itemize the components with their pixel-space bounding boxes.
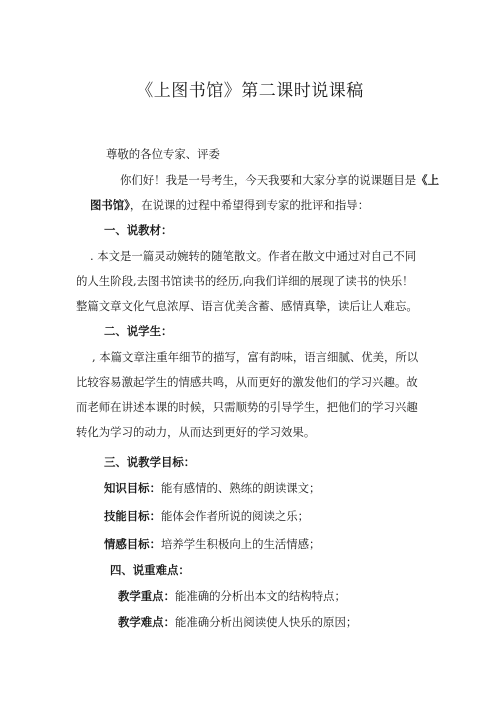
key-point-label: 教学重点： xyxy=(118,589,175,603)
paragraph-line: 而老师在讲述本课的时候，只需顺势的引导学生，把他们的学习兴趣 xyxy=(76,400,418,414)
objective-label: 知识目标： xyxy=(104,481,161,495)
section-heading-objectives: 三、说教学目标： xyxy=(104,455,196,469)
paragraph-line: 比较容易激起学生的情感共鸣，从而更好的激发他们的学习兴趣。故 xyxy=(76,375,418,389)
intro-title-bold-b: 图书馆》 xyxy=(90,198,130,212)
objective-item xyxy=(104,508,464,524)
greeting: 尊敬的各位专家、评委 xyxy=(106,147,220,161)
intro-paragraph-line-1 xyxy=(120,172,480,188)
document-title: 《上图书馆》第二课时说课稿 xyxy=(136,81,364,101)
intro-paragraph-line-2 xyxy=(90,197,450,213)
objective-text: 能体会作者所说的阅读之乐； xyxy=(160,509,310,523)
section-heading-textbook: 一、说教材： xyxy=(104,223,173,237)
objective-item xyxy=(104,480,464,496)
key-point-text: 能准确的分析出本文的结构特点； xyxy=(174,589,346,603)
intro-text-rest: ，在说课的过程中希望得到专家的批评和指导： xyxy=(129,198,370,212)
objective-label: 技能目标： xyxy=(104,509,161,523)
objective-text: 能有感情的、熟练的朗读课文； xyxy=(160,481,321,495)
objective-label: 情感目标： xyxy=(104,537,161,551)
paragraph-line: , 本篇文章注重年细节的描写，富有韵味，语言细腻、优美，所以 xyxy=(92,350,419,364)
section-heading-key-points: 四、说重难点： xyxy=(110,563,190,577)
paragraph-line: 的人生阶段,去图书馆读书的经历,向我们详细的展现了读书的快乐！ xyxy=(76,274,414,288)
paragraph-line: 整篇文章文化气息浓厚、语言优美含蓄、感情真挚，读后让人难忘。 xyxy=(76,299,418,313)
paragraph-line: . 本文是一篇灵动婉转的随笔散文。作者在散文中通过对自己不同 xyxy=(90,249,417,263)
key-point-item xyxy=(118,614,478,630)
intro-title-bold-a: 《上 xyxy=(416,173,439,187)
key-point-text: 能准确分析出阅读使人快乐的原因； xyxy=(174,615,358,629)
paragraph-line: 转化为学习的动力，从而达到更好的学习效果。 xyxy=(76,425,316,439)
objective-text: 培养学生积极向上的生活情感； xyxy=(160,537,321,551)
objective-item xyxy=(104,536,464,552)
key-point-label: 教学难点： xyxy=(118,615,175,629)
intro-text: 你们好！我是一号考生，今天我要和大家分享的说课题目是 xyxy=(120,173,417,187)
section-heading-students: 二、说学生： xyxy=(104,324,173,338)
key-point-item xyxy=(118,588,478,604)
